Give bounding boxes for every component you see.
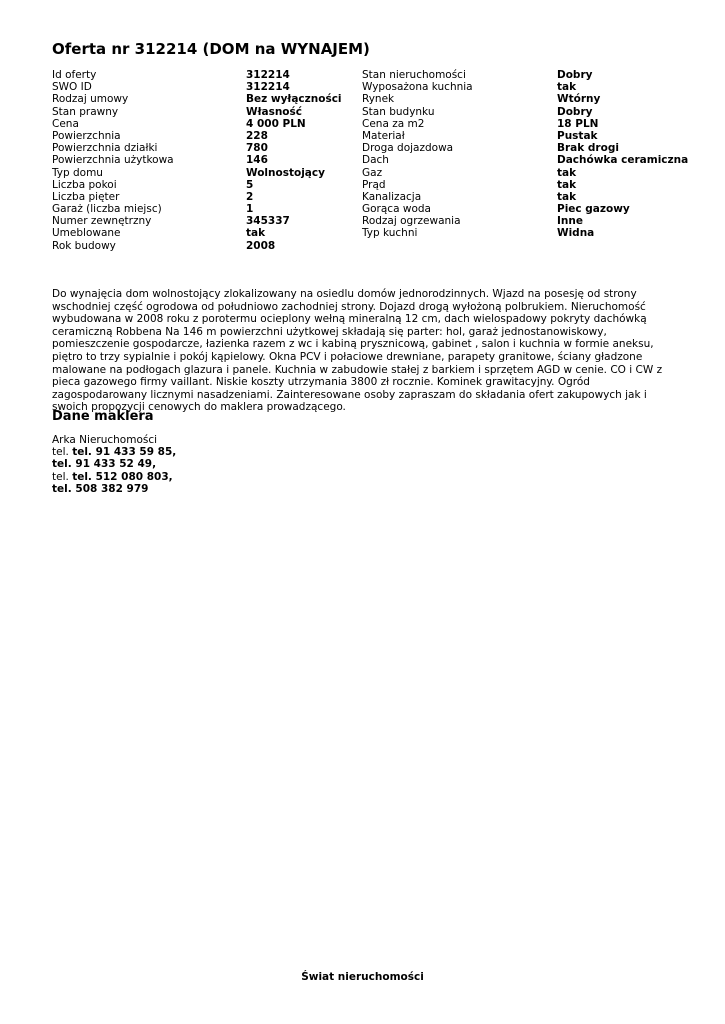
detail-row (52, 93, 362, 105)
detail-value: 146 (246, 154, 268, 167)
detail-value: tak (557, 166, 577, 179)
detail-value: 4 000 PLN (246, 117, 306, 130)
agent-phone-line (52, 458, 176, 470)
detail-row (52, 215, 362, 227)
detail-value: Wtórny (557, 93, 601, 106)
detail-row (52, 106, 362, 118)
agent-phone-line (52, 446, 176, 458)
detail-value: 780 (246, 142, 268, 155)
detail-row (52, 81, 362, 93)
agent-contact (52, 434, 176, 495)
detail-value: Brak drogi (557, 142, 619, 155)
detail-label: Numer zewnętrzny (52, 215, 152, 228)
agent-phone[interactable]: tel. 91 433 52 49, (52, 458, 157, 471)
footer-brand: Świat nieruchomości (301, 971, 424, 983)
offer-title: Oferta nr 312214 (DOM na WYNAJEM) (52, 40, 370, 58)
detail-row (52, 118, 362, 130)
detail-row (362, 191, 702, 203)
detail-value: Dachówka ceramiczna (557, 154, 689, 167)
detail-row (362, 106, 702, 118)
detail-value: Piec gazowy (557, 203, 630, 216)
detail-row (52, 142, 362, 154)
detail-value: 345337 (246, 215, 290, 228)
detail-value: tak (557, 178, 577, 191)
detail-label: Liczba pokoi (52, 178, 117, 191)
detail-value: tak (246, 227, 266, 240)
detail-row (52, 227, 362, 239)
detail-row (362, 167, 702, 179)
detail-label: Stan nieruchomości (362, 69, 466, 81)
detail-label: Typ domu (52, 166, 103, 179)
detail-label: Rynek (362, 93, 395, 106)
detail-row (362, 130, 702, 142)
offer-description: Do wynajęcia dom wolnostojący zlokalizowany na osiedlu domów jednorodzinnych. Wjazd na posesję od strony wschodniej część ogrodowa od południowo zachodniej strony. Dojazd drogą wyłożoną polbrukiem. Nieruchomość wybudowana w 2008 roku z porotermu ocieplony wełną mineralną 12 cm, dach wielospadowy pokryty dachówką ceramiczną Robbena Na 146 m powierzchni użytkowej składają się parter: hol, garaż jednostanowiskowy, pomieszczenie gospodarcze, łazienka razem z wc i kabiną prysznicową, gabinet , salon i kuchnia w formie aneksu, piętro to trzy sypialnie i pokój kąpielowy. Okna PCV i połaciowe drewniane, parapety granitowe, ściany gładzone malowane na podłogach glazura i panele. Kuchnia w zabudowie stałej z barkiem i sprzętem AGD w cenie. CO i CW z pieca gazowego firmy vaillant. Niskie koszty utrzymania 3800 zł rocznie. Kominek grawitacyjny. Ogród zagospodarowany licznymi nasadzeniami. Zainteresowane osoby zapraszam do składania ofert zakupowych jak i swoich propozycji cenowych do maklera prowadzącego. (52, 288, 663, 414)
detail-row (362, 81, 702, 93)
detail-row (362, 69, 702, 81)
detail-value: 1 (246, 203, 254, 216)
detail-label: Powierzchnia użytkowa (52, 154, 174, 167)
detail-value: Wolnostojący (246, 166, 325, 179)
detail-label: Rok budowy (52, 239, 116, 252)
detail-value: Własność (246, 105, 302, 118)
detail-row (52, 154, 362, 166)
detail-label: Stan budynku (362, 105, 435, 118)
detail-value: Dobry (557, 69, 593, 81)
detail-row (362, 215, 702, 227)
detail-label: Rodzaj ogrzewania (362, 215, 461, 228)
tel-prefix: tel. (52, 446, 69, 459)
detail-label: SWO ID (52, 81, 92, 94)
details-right-column (362, 69, 702, 240)
detail-row (52, 167, 362, 179)
agent-phone[interactable]: tel. 508 382 979 (52, 482, 149, 495)
detail-row (362, 93, 702, 105)
detail-row (362, 118, 702, 130)
detail-label: Cena za m2 (362, 117, 425, 130)
detail-row (362, 227, 702, 239)
detail-row (52, 179, 362, 191)
detail-value: Inne (557, 215, 583, 228)
detail-label: Powierzchnia działki (52, 142, 158, 155)
detail-row (52, 69, 362, 81)
detail-value: 312214 (246, 69, 290, 81)
detail-value: 2 (246, 190, 254, 203)
detail-label: Materiał (362, 129, 405, 142)
detail-value: 2008 (246, 239, 276, 252)
detail-row (52, 130, 362, 142)
detail-row (362, 142, 702, 154)
detail-label: Prąd (362, 178, 386, 191)
detail-label: Stan prawny (52, 105, 119, 118)
agent-phone[interactable]: tel. 512 080 803, (72, 470, 173, 483)
detail-label: Cena (52, 117, 79, 130)
agent-company: Arka Nieruchomości (52, 434, 158, 446)
detail-label: Rodzaj umowy (52, 93, 129, 106)
detail-value: Bez wyłączności (246, 93, 342, 106)
agent-phone-line (52, 471, 176, 483)
detail-row (52, 240, 362, 252)
detail-value: Widna (557, 227, 595, 240)
details-left-column (52, 69, 362, 252)
detail-row (362, 203, 702, 215)
detail-label: Typ kuchni (362, 227, 418, 240)
agent-phone-line (52, 483, 176, 495)
detail-row (362, 179, 702, 191)
detail-label: Wyposażona kuchnia (362, 81, 473, 94)
tel-prefix: tel. (52, 470, 69, 483)
detail-label: Dach (362, 154, 389, 167)
detail-label: Liczba pięter (52, 190, 120, 203)
detail-value: 312214 (246, 81, 290, 94)
detail-label: Gaz (362, 166, 383, 179)
detail-value: 18 PLN (557, 117, 599, 130)
detail-row (52, 191, 362, 203)
detail-label: Garaż (liczba miejsc) (52, 203, 162, 216)
agent-phone[interactable]: tel. 91 433 59 85, (72, 446, 177, 459)
detail-label: Gorąca woda (362, 203, 431, 216)
detail-value: tak (557, 81, 577, 94)
detail-label: Id oferty (52, 69, 97, 81)
detail-label: Powierzchnia (52, 129, 121, 142)
detail-value: Pustak (557, 129, 598, 142)
detail-label: Kanalizacja (362, 190, 422, 203)
detail-value: 5 (246, 178, 254, 191)
detail-row (52, 203, 362, 215)
detail-value: 228 (246, 129, 268, 142)
detail-value: Dobry (557, 105, 593, 118)
detail-label: Droga dojazdowa (362, 142, 454, 155)
detail-value: tak (557, 190, 577, 203)
detail-label: Umeblowane (52, 227, 121, 240)
detail-row (362, 154, 702, 166)
agent-heading: Dane maklera (52, 409, 154, 424)
